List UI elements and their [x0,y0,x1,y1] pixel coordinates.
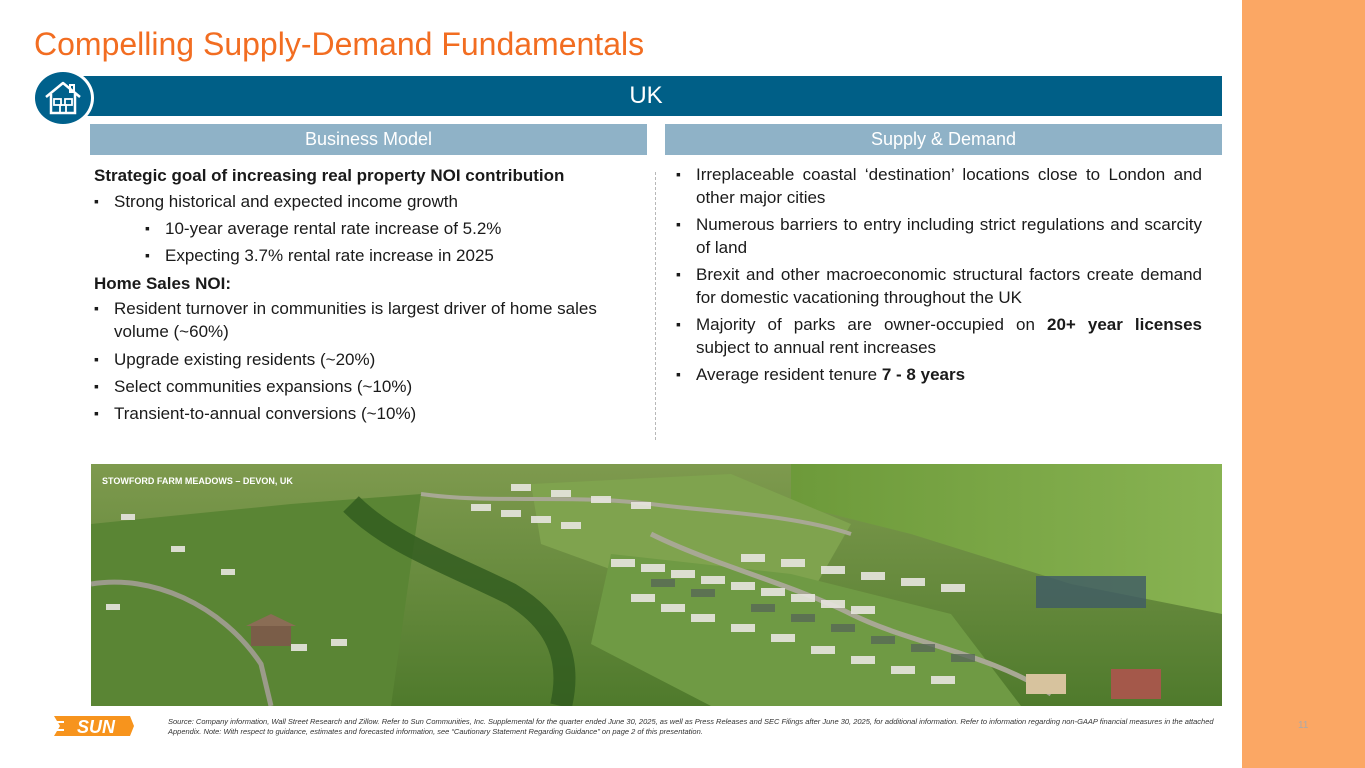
house-icon [32,69,94,127]
page-number: 11 [1298,720,1309,731]
sun-logo [50,712,138,740]
page-title: Compelling Supply-Demand Fundamentals [34,26,645,62]
expected-increase-bullet: ▪ Expecting 3.7% rental rate increase in 2025 [145,243,624,270]
upgrade-bullet: ▪ Upgrade existing residents (~20%) [94,347,624,374]
aerial-photo [91,464,1222,706]
section-label: UK [629,82,663,109]
tenure-text-bold: 7 - 8 years [881,365,966,384]
licenses-text-post: subject to annual rent increases [696,338,937,357]
expansions-bullet: ▪ Select communities expansions (~10%) [94,374,624,401]
coastal-locations-bullet: ▪ Irreplaceable coastal ‘destination’ locations close to London and other major cities [676,163,1202,209]
conversions-bullet: ▪ Transient-to-annual conversions (~10%) [94,401,624,428]
growth-bullet: ▪ Strong historical and expected income growth [94,189,624,216]
business-model-column [94,162,624,428]
supply-demand-header [665,124,1222,155]
barriers-bullet: ▪ Numerous barriers to entry including strict regulations and scarcity of land [676,213,1202,259]
column-divider [655,172,656,440]
photo-caption: STOWFORD FARM MEADOWS – DEVON, UK [102,476,293,486]
supply-demand-column [676,163,1202,386]
section-banner [70,76,1222,116]
business-model-heading: Business Model [304,129,433,149]
rental-increase-bullet: ▪ 10-year average rental rate increase of 5.2% [145,216,624,243]
licenses-text-bold: 20+ year licenses [1047,315,1202,334]
licenses-text-pre: Majority of parks are owner-occupied on [696,315,1047,334]
home-sales-heading: Home Sales NOI: [94,274,231,293]
logo-text: SUN [76,717,116,737]
licenses-bullet [676,313,1202,359]
tenure-text-pre: Average resident tenure [696,365,882,384]
brexit-bullet: ▪ Brexit and other macroeconomic structural factors create demand for domestic vacationing throughout the UK [676,263,1202,309]
turnover-bullet: ▪ Resident turnover in communities is largest driver of home sales volume (~60%) [94,297,624,343]
tenure-bullet [676,363,1202,386]
supply-demand-heading: Supply & Demand [870,129,1017,149]
source-footnote: Source: Company information, Wall Street Research and Zillow. Refer to Sun Communities, Inc. Supplemental for the quarter ended June 30, 2025, as well as Press Releases and SEC Filings after June 30, 2025, for additional information. Refer to information regarding non-GAAP financial measures in the attached Appendix. Note: With respect to guidance, estimates and forecasted information, see “Cautionary Statement Regarding Guidance” on page 2 of this presentation. [168,717,1214,736]
side-accent-bar [1242,0,1365,768]
business-model-header [90,124,647,155]
strategic-goal: Strategic goal of increasing real property NOI contribution [94,166,565,185]
